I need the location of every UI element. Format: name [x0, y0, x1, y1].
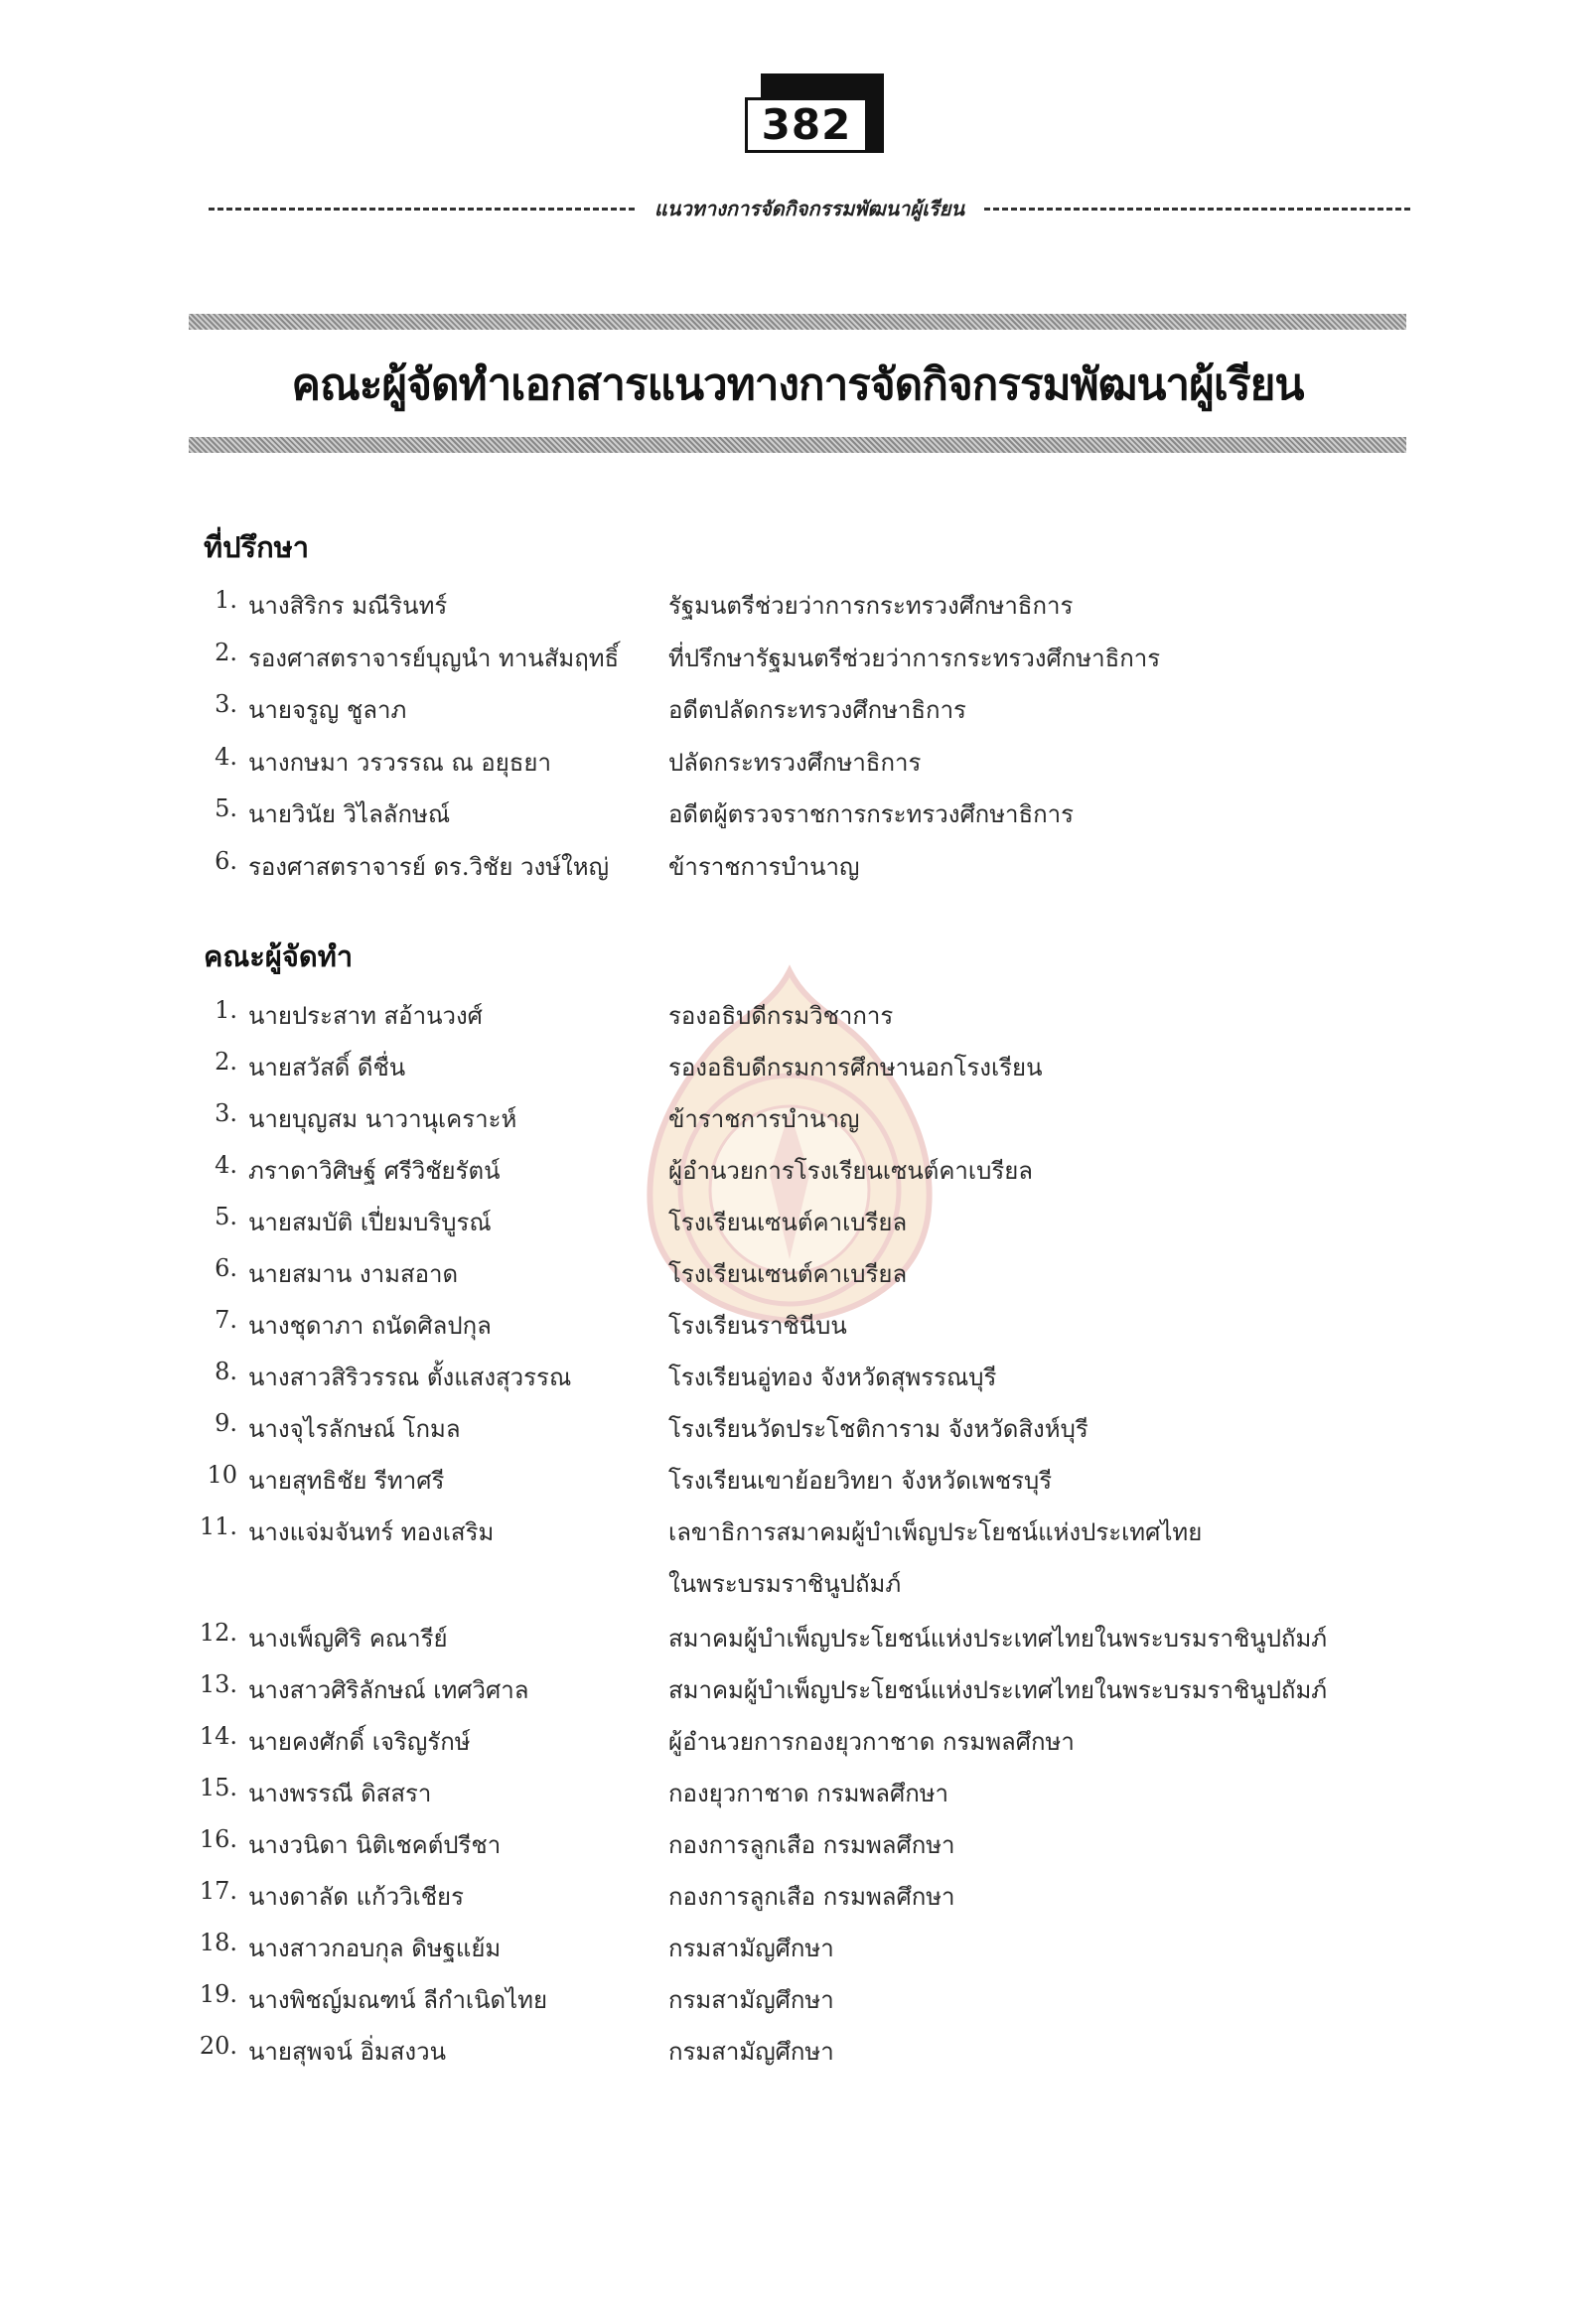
running-header [209, 195, 1410, 222]
list-item [194, 1409, 1385, 1449]
item-number: 8. [215, 1358, 237, 1385]
item-number: 1. [215, 996, 237, 1024]
item-number: 5. [215, 794, 237, 822]
person-position: อดีตปลัดกระทรวงศึกษาธิการ [668, 696, 966, 724]
person-position: รองอธิบดีกรมวิชาการ [668, 1002, 894, 1030]
item-number: 13. [199, 1670, 237, 1698]
person-position: อดีตผู้ตรวจราชการกระทรวงศึกษาธิการ [668, 800, 1075, 828]
person-position-continued: ในพระบรมราชินูปถัมภ์ [668, 1570, 902, 1598]
item-number: 3. [215, 1099, 237, 1127]
person-position: ปลัดกระทรวงศึกษาธิการ [668, 749, 922, 777]
person-name: นางสิริกร มณีรินทร์ [248, 592, 448, 620]
item-number: 4. [215, 1151, 237, 1179]
person-name: นางสาวสิริวรรณ ตั้งแสงสุวรรณ [248, 1364, 572, 1391]
person-name: นางกษมา วรวรรณ ณ อยุธยา [248, 749, 551, 777]
person-position: รัฐมนตรีช่วยว่าการกระทรวงศึกษาธิการ [668, 592, 1074, 620]
item-number: 10 [207, 1461, 237, 1489]
person-position: โรงเรียนราชินีบน [668, 1312, 847, 1340]
item-number: 1. [215, 586, 237, 614]
person-position: กองยุวกาชาด กรมพลศึกษา [668, 1780, 949, 1807]
list-item [194, 639, 1385, 678]
person-name: นางวนิดา นิติเชคต์ปรีชา [248, 1831, 502, 1859]
item-number: 2. [215, 1048, 237, 1076]
list-item [194, 1929, 1385, 1968]
person-position: โรงเรียนเซนต์คาเบรียล [668, 1260, 908, 1288]
item-number: 11. [199, 1512, 237, 1540]
person-name: นายคงศักดิ์ เจริญรักษ์ [248, 1728, 471, 1756]
person-position: ข้าราชการบำนาญ [668, 853, 860, 881]
person-name: นายบุญสม นาวานุเคราะห์ [248, 1105, 517, 1133]
header-rule-left [209, 208, 635, 211]
list-item [194, 743, 1385, 783]
running-header-text: แนวทางการจัดกิจกรรมพัฒนาผู้เรียน [653, 197, 965, 220]
list-item [194, 1358, 1385, 1397]
list-item [194, 2032, 1385, 2072]
list-item [194, 1980, 1385, 2020]
person-name: นางแจ่มจันทร์ ทองเสริม [248, 1518, 495, 1546]
person-position: ที่ปรึกษารัฐมนตรีช่วยว่าการกระทรวงศึกษาธิการ [668, 645, 1161, 672]
person-name: นายสุทธิชัย รีทาศรี [248, 1467, 445, 1495]
person-position: กองการลูกเสือ กรมพลศึกษา [668, 1883, 955, 1911]
person-position: ข้าราชการบำนาญ [668, 1105, 860, 1133]
person-name: นางพรรณี ดิสสรา [248, 1780, 432, 1807]
person-name: นางสาวศิริลักษณ์ เทศวิศาล [248, 1676, 529, 1704]
title-stripe-top [189, 314, 1406, 330]
person-name: นายสุพจน์ อิ่มสงวน [248, 2038, 446, 2066]
person-position: โรงเรียนเซนต์คาเบรียล [668, 1209, 908, 1236]
item-number: 17. [199, 1877, 237, 1905]
list-item [194, 847, 1385, 887]
item-number: 3. [215, 690, 237, 718]
item-number: 6. [215, 847, 237, 875]
item-number: 16. [199, 1825, 237, 1853]
list-item [194, 1619, 1385, 1658]
person-name: นางเพ็ญศิริ คณารีย์ [248, 1625, 448, 1653]
person-position: รองอธิบดีกรมการศึกษานอกโรงเรียน [668, 1054, 1043, 1081]
person-name: ภราดาวิศิษฐ์ ศรีวิชัยรัตน์ [248, 1157, 501, 1185]
person-position: ผู้อำนวยการกองยุวกาชาด กรมพลศึกษา [668, 1728, 1075, 1756]
person-name: นายสมาน งามสอาด [248, 1260, 459, 1288]
list-item [194, 1461, 1385, 1501]
list-item [194, 1670, 1385, 1710]
page-number: 382 [761, 100, 852, 149]
list-item [194, 1254, 1385, 1294]
item-number: 12. [199, 1619, 237, 1647]
person-position: เลขาธิการสมาคมผู้บำเพ็ญประโยชน์แห่งประเทศไทย [668, 1518, 1203, 1546]
person-position: กรมสามัญศึกษา [668, 2038, 834, 2066]
list-item [194, 1512, 1385, 1604]
list-item [194, 1306, 1385, 1346]
person-name: นายจรูญ ชูลาภ [248, 696, 407, 724]
page-title: คณะผู้จัดทำเอกสารแนวทางการจัดกิจกรรมพัฒนาผู้เรียน [291, 360, 1304, 410]
item-number: 2. [215, 639, 237, 666]
person-name: นางสาวกอบกุล ดิษฐแย้ม [248, 1935, 502, 1962]
item-number: 20. [199, 2032, 237, 2060]
list-item [194, 1877, 1385, 1917]
item-number: 4. [215, 743, 237, 771]
list-item [194, 1722, 1385, 1762]
list-item [194, 1203, 1385, 1242]
item-number: 5. [215, 1203, 237, 1230]
advisors-heading: ที่ปรึกษา [204, 530, 310, 564]
list-item [194, 1774, 1385, 1813]
person-name: นายสมบัติ เปี่ยมบริบูรณ์ [248, 1209, 492, 1236]
person-name: นางชุดาภา ถนัดศิลปกุล [248, 1312, 492, 1340]
header-rule-right [984, 208, 1410, 211]
person-position: กรมสามัญศึกษา [668, 1935, 834, 1962]
list-item [194, 996, 1385, 1036]
person-name: นางจุไรลักษณ์ โกมล [248, 1415, 461, 1443]
person-position: โรงเรียนเขาย้อยวิทยา จังหวัดเพชรบุรี [668, 1467, 1053, 1495]
person-position: กรมสามัญศึกษา [668, 1986, 834, 2014]
person-position: โรงเรียนวัดประโชติการาม จังหวัดสิงห์บุรี [668, 1415, 1088, 1443]
list-item [194, 1151, 1385, 1191]
item-number: 18. [199, 1929, 237, 1956]
list-item [194, 1099, 1385, 1139]
list-item [194, 1048, 1385, 1087]
committee-heading: คณะผู้จัดทำ [204, 939, 354, 973]
page-number-shadow-side [868, 73, 884, 153]
person-position: สมาคมผู้บำเพ็ญประโยชน์แห่งประเทศไทยในพระบรมราชินูปถัมภ์ [668, 1625, 1328, 1653]
title-stripe-bottom [189, 437, 1406, 453]
person-position: ผู้อำนวยการโรงเรียนเซนต์คาเบรียล [668, 1157, 1033, 1185]
item-number: 14. [199, 1722, 237, 1750]
person-name: รองศาสตราจารย์บุญนำ ทานสัมฤทธิ์ [248, 645, 620, 672]
item-number: 7. [215, 1306, 237, 1334]
person-position: สมาคมผู้บำเพ็ญประโยชน์แห่งประเทศไทยในพระบรมราชินูปถัมภ์ [668, 1676, 1328, 1704]
item-number: 9. [215, 1409, 237, 1437]
person-name: นางพิชญ์มณฑน์ ลีกำเนิดไทย [248, 1986, 548, 2014]
person-position: กองการลูกเสือ กรมพลศึกษา [668, 1831, 955, 1859]
item-number: 19. [199, 1980, 237, 2008]
person-name: นายประสาท สอ้านวงศ์ [248, 1002, 483, 1030]
item-number: 6. [215, 1254, 237, 1282]
list-item [194, 794, 1385, 834]
person-position: โรงเรียนอู่ทอง จังหวัดสุพรรณบุรี [668, 1364, 997, 1391]
list-item [194, 690, 1385, 730]
person-name: นายวินัย วิไลลักษณ์ [248, 800, 451, 828]
person-name: นางดาลัด แก้ววิเชียร [248, 1883, 464, 1911]
list-item [194, 586, 1385, 626]
item-number: 15. [199, 1774, 237, 1801]
list-item [194, 1825, 1385, 1865]
person-name: รองศาสตราจารย์ ดร.วิชัย วงษ์ใหญ่ [248, 853, 610, 881]
person-name: นายสวัสดิ์ ดีชื่น [248, 1054, 406, 1081]
